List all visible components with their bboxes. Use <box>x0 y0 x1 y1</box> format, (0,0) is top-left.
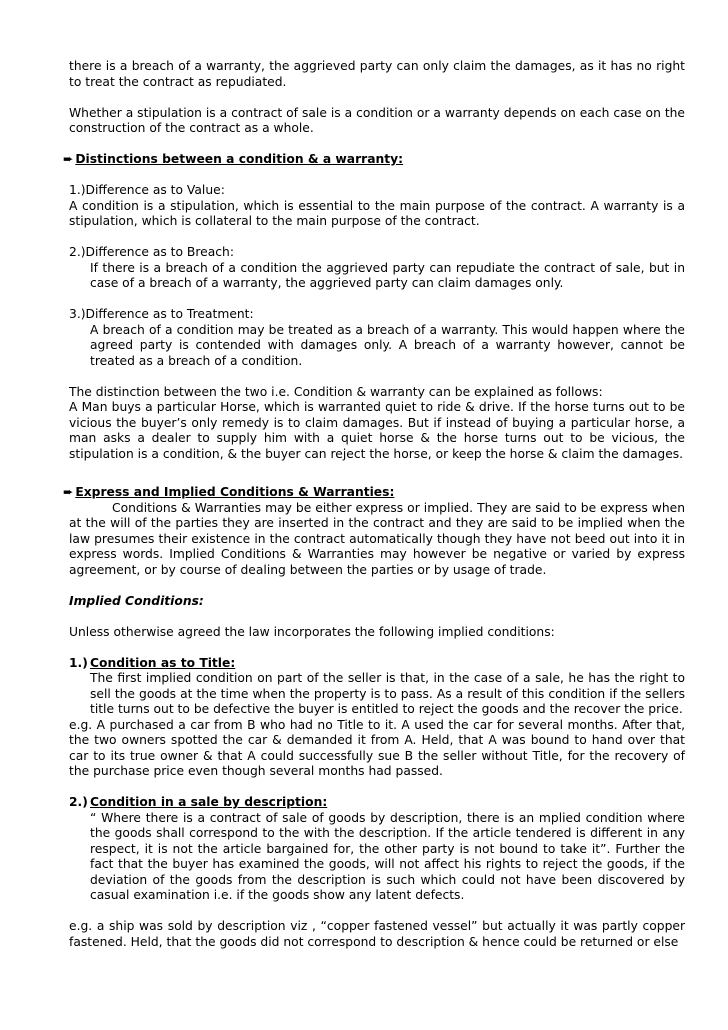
arrow-bullet-icon: ➨ <box>63 152 74 166</box>
intro-paragraph-1: there is a breach of a warranty, the aggrieved party can only claim the damages, as it has no right to treat the contract as repudiated. <box>69 59 685 89</box>
express-implied-body: Conditions & Warranties may be either express or implied. They are said to be express when at the will of the parties they are inserted in the contract and they are said to be implied when the law presumes their existence in the contract automatically though they have not beed out into it in express words. Implied Conditions & Warranties may however be negative or varied by express agreement, or by course of dealing between the parties or by usage of trade. <box>69 500 685 577</box>
intro-paragraph-2: Whether a stipulation is a contract of sale is a condition or a warranty depends on each case on the construction of the contract as a whole. <box>69 105 685 135</box>
heading-distinctions <box>63 152 685 168</box>
difference-value-body: A condition is a stipulation, which is essential to the main purpose of the contract. A warranty is a stipulation, which is collateral to the main purpose of the contract. <box>69 198 685 228</box>
condition-title-heading: Condition as to Title: <box>90 655 236 670</box>
difference-value-title: 1.)Difference as to Value: <box>69 183 225 197</box>
implied-conditions-intro: Unless otherwise agreed the law incorporates the following implied conditions: <box>69 624 555 639</box>
heading-express-implied-text <box>63 485 394 499</box>
difference-treatment-title: 3.)Difference as to Treatment: <box>69 307 254 321</box>
condition-description-item <box>69 795 685 811</box>
distinction-example: A Man buys a particular Horse, which is warranted quiet to ride & drive. If the horse turns out to be vicious the buyer’s only remedy is to claim damages. But if instead of buying a particular horse, a man asks a dealer to supply him with a quiet horse & the horse turns out to be vicious, the stipulation is a condition, & the buyer can reject the horse, or keep the horse & claim the damages. <box>69 400 685 461</box>
condition-title-body: The first implied condition on part of the seller is that, in the case of a sale, he has the right to sell the goods at the time when the property is to pass. As a result of this condition if the sellers title turns out to be defective the buyer is entitled to reject the goods and the recover the price. <box>90 671 685 716</box>
heading-express-implied-label: Express and Implied Conditions & Warranties: <box>75 485 395 499</box>
heading-distinctions-text <box>63 152 403 166</box>
condition-title-number: 1.) <box>69 655 88 670</box>
difference-treatment-body: A breach of a condition may be treated as a breach of a warranty. This would happen where the agreed party is contended with damages only. A breach of a warranty however, cannot be treated as a breach of a condition. <box>90 322 685 368</box>
condition-title-example: e.g. A purchased a car from B who had no Title to it. A used the car for several months. After that, the two owners spotted the car & demanded it from A. Held, that A was bound to hand over that car to its true owner & that A could successfully sue B the seller without Title, for the recovery of the purchase price even though several months had passed. <box>69 717 685 778</box>
condition-description-number: 2.) <box>69 795 88 809</box>
difference-breach-title: 2.)Difference as to Breach: <box>69 245 234 259</box>
heading-distinctions-label: Distinctions between a condition & a warranty: <box>75 152 404 166</box>
difference-breach-body: If there is a breach of a condition the aggrieved party can repudiate the contract of sale, but in case of a breach of a warranty, the aggrieved party can claim damages only. <box>90 260 685 290</box>
heading-express-implied <box>63 485 685 501</box>
distinction-intro: The distinction between the two i.e. Condition & warranty can be explained as follows: <box>69 384 603 399</box>
condition-description-example: e.g. a ship was sold by description viz , “copper fastened vessel” but actually it was partly copper fastened. Held, that the goods did not correspond to description & hence could be returned or else <box>69 919 685 949</box>
condition-description-body: “ Where there is a contract of sale of goods by description, there is an mplied condition where the goods shall correspond to the with the description. If the article tendered is different in any respect, it is not the article bargained for, the other party is not bound to take it”. Further the fact that the buyer has examined the goods, will not affect his rights to reject the goods, if the deviation of the goods from the description is such which could not have been discovered by casual examination i.e. if the goods show any latent defects. <box>90 810 685 902</box>
implied-conditions-heading: Implied Conditions: <box>69 593 204 608</box>
document-page <box>63 59 685 950</box>
arrow-bullet-icon: ➨ <box>63 485 74 499</box>
condition-description-heading: Condition in a sale by description: <box>90 795 328 809</box>
condition-title-item <box>69 656 685 672</box>
